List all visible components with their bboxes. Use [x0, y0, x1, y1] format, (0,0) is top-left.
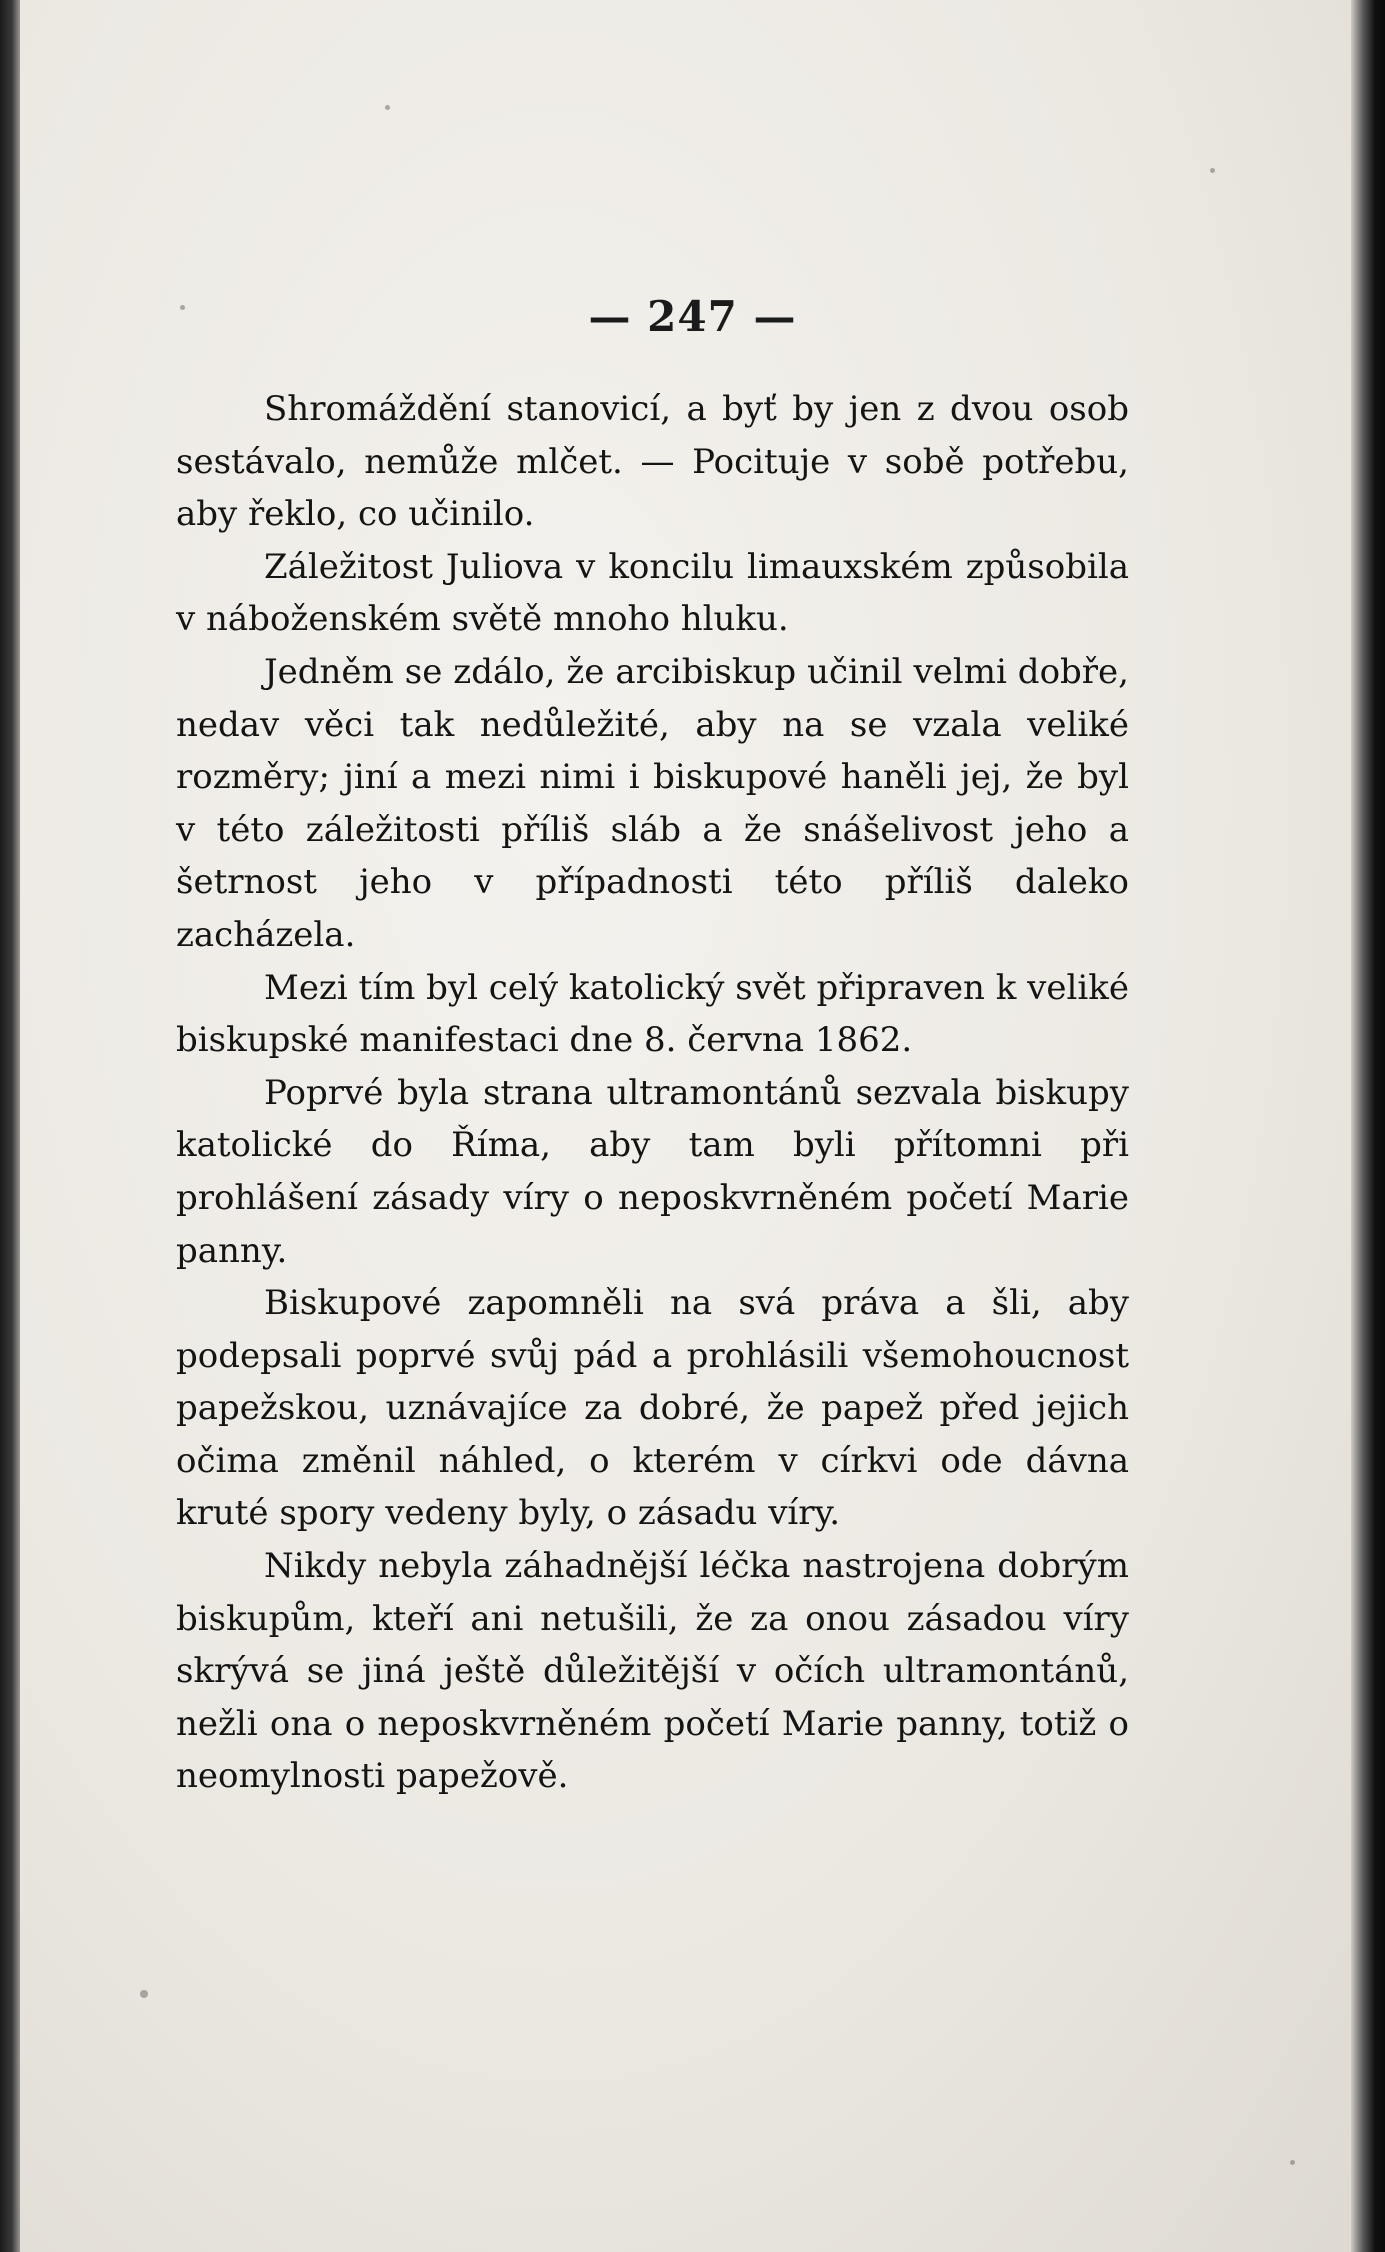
- paragraph: Záležitost Juliova v koncilu limauxském způsobila v náboženském světě mnoho hluku.: [176, 546, 1129, 640]
- page-number: — 247 —: [588, 292, 797, 341]
- paragraph: Poprvé byla strana ultramontánů sezvala biskupy katolické do Říma, aby tam byli přítomni při prohlášení zásady víry o neposkvrněném početí Marie panny.: [176, 1072, 1129, 1271]
- paper-speck: [140, 1990, 148, 1998]
- paper-speck: [385, 105, 390, 110]
- paragraph: Biskupové zapomněli na svá práva a šli, aby podepsali poprvé svůj pád a prohlásili všemohoucnost papežskou, uznávajíce za dobré, že papež před jejich očima změnil náhled, o kterém v církvi ode dávna kruté spory vedeny byly, o zásadu víry.: [176, 1283, 1129, 1534]
- paper-speck: [1210, 168, 1215, 173]
- paper-speck: [1290, 2160, 1295, 2165]
- paragraph: Mezi tím byl celý katolický svět připraven k veliké biskupské manifestaci dne 8. června 1862.: [176, 967, 1129, 1061]
- paragraph: Jedněm se zdálo, že arcibiskup učinil velmi dobře, nedav věci tak nedůležité, aby na se vzala veliké rozměry; jiní a mezi nimi i biskupové haněli jej, že byl v této záležitosti příliš sláb a že snášelivost jeho a šetrnost jeho v případnosti této příliš daleko zacházela.: [176, 651, 1129, 955]
- paragraph: Nikdy nebyla záhadnější léčka nastrojena dobrým biskupům, kteří ani netušili, že za onou zásadou víry skrývá se jiná ještě důležitější v očích ultramontánů, nežli ona o neposkvrněném početí Marie panny, totiž o neomylnosti papežově.: [176, 1546, 1129, 1797]
- paragraph: Shromáždění stanovicí, a byť by jen z dvou osob sestávalo, nemůže mlčet. — Pocituje v sobě potřebu, aby řeklo, co učinilo.: [176, 389, 1129, 535]
- page-body-text: [176, 383, 1129, 1803]
